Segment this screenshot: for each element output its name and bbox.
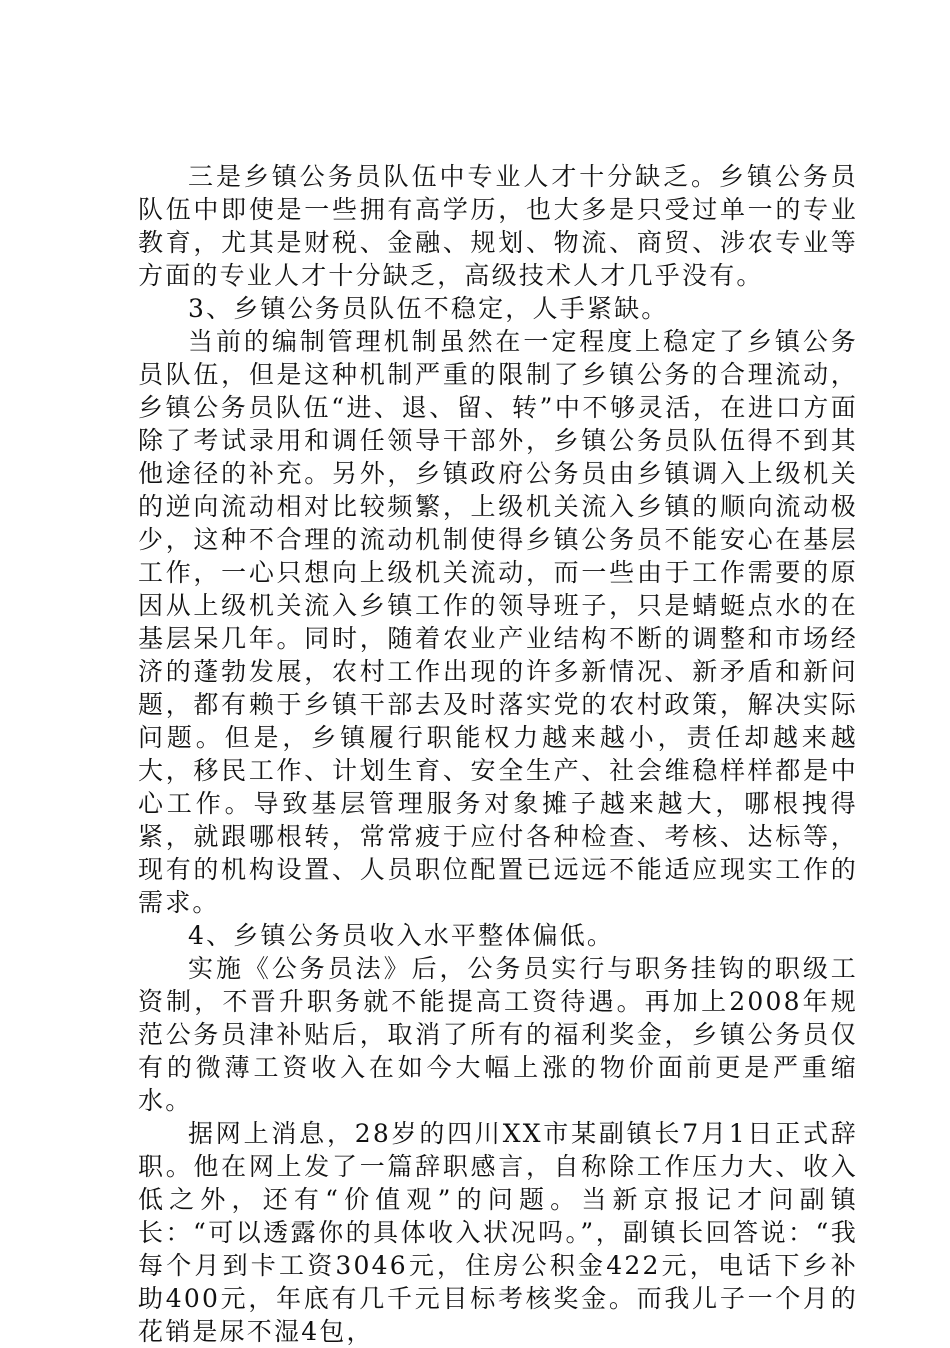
paragraph-staffing-mechanism: 当前的编制管理机制虽然在一定程度上稳定了乡镇公务员队伍，但是这种机制严重的限制了乡镇公务的合理流动，乡镇公务员队伍“进、退、留、转”中不够灵活，在进口方面除了考试录用和调任领导干部外，乡镇公务员队伍得不到其他途径的补充。另外，乡镇政府公务员由乡镇调入上级机关的逆向流动相对比较频繁，上级机关流入乡镇的顺向流动极少，这种不合理的流动机制使得乡镇公务员不能安心在基层工作，一心只想向上级机关流动，而一些由于工作需要的原因从上级机关流入乡镇工作的领导班子，只是蜻蜓点水的在基层呆几年。同时，随着农业产业结构不断的调整和市场经济的蓬勃发展，农村工作出现的许多新情况、新矛盾和新问题，都有赖于乡镇干部去及时落实党的农村政策，解决实际问题。但是，乡镇履行职能权力越来越小，责任却越来越大，移民工作、计划生育、安全生产、社会维稳样样都是中心工作。导致基层管理服务对象摊子越来越大，哪根拽得紧，就跟哪根转，常常疲于应付各种检查、考核、达标等，现有的机构设置、人员职位配置已远远不能适应现实工作的需求。 <box>138 327 858 917</box>
paragraph-civil-servant-law: 实施《公务员法》后，公务员实行与职务挂钩的职级工资制，不晋升职务就不能提高工资待遇。再加上2008年规范公务员津补贴后，取消了所有的福利奖金，乡镇公务员仅有的微薄工资收入在如今大幅上涨的物价面前更是严重缩水。 <box>138 954 858 1115</box>
heading-low-income: 4、乡镇公务员收入水平整体偏低。 <box>188 921 615 950</box>
paragraph-resignation-case: 据网上消息，28岁的四川XX市某副镇长7月1日正式辞职。他在网上发了一篇辞职感言，自称除工作压力大、收入低之外，还有“价值观”的问题。当新京报记才问副镇长：“可以透露你的具体收入状况吗。”，副镇长回答说：“我每个月到卡工资3046元，住房公积金422元，电话下乡补助400元，年底有几千元目标考核奖金。而我儿子一个月的花销是尿不湿4包， <box>138 1119 858 1346</box>
document-body <box>138 160 858 1348</box>
heading-team-instability: 3、乡镇公务员队伍不稳定，人手紧缺。 <box>188 294 669 323</box>
paragraph-talent-shortage: 三是乡镇公务员队伍中专业人才十分缺乏。乡镇公务员队伍中即使是一些拥有高学历，也大多是只受过单一的专业教育，尤其是财税、金融、规划、物流、商贸、涉农专业等方面的专业人才十分缺乏，高级技术人才几乎没有。 <box>138 162 858 290</box>
